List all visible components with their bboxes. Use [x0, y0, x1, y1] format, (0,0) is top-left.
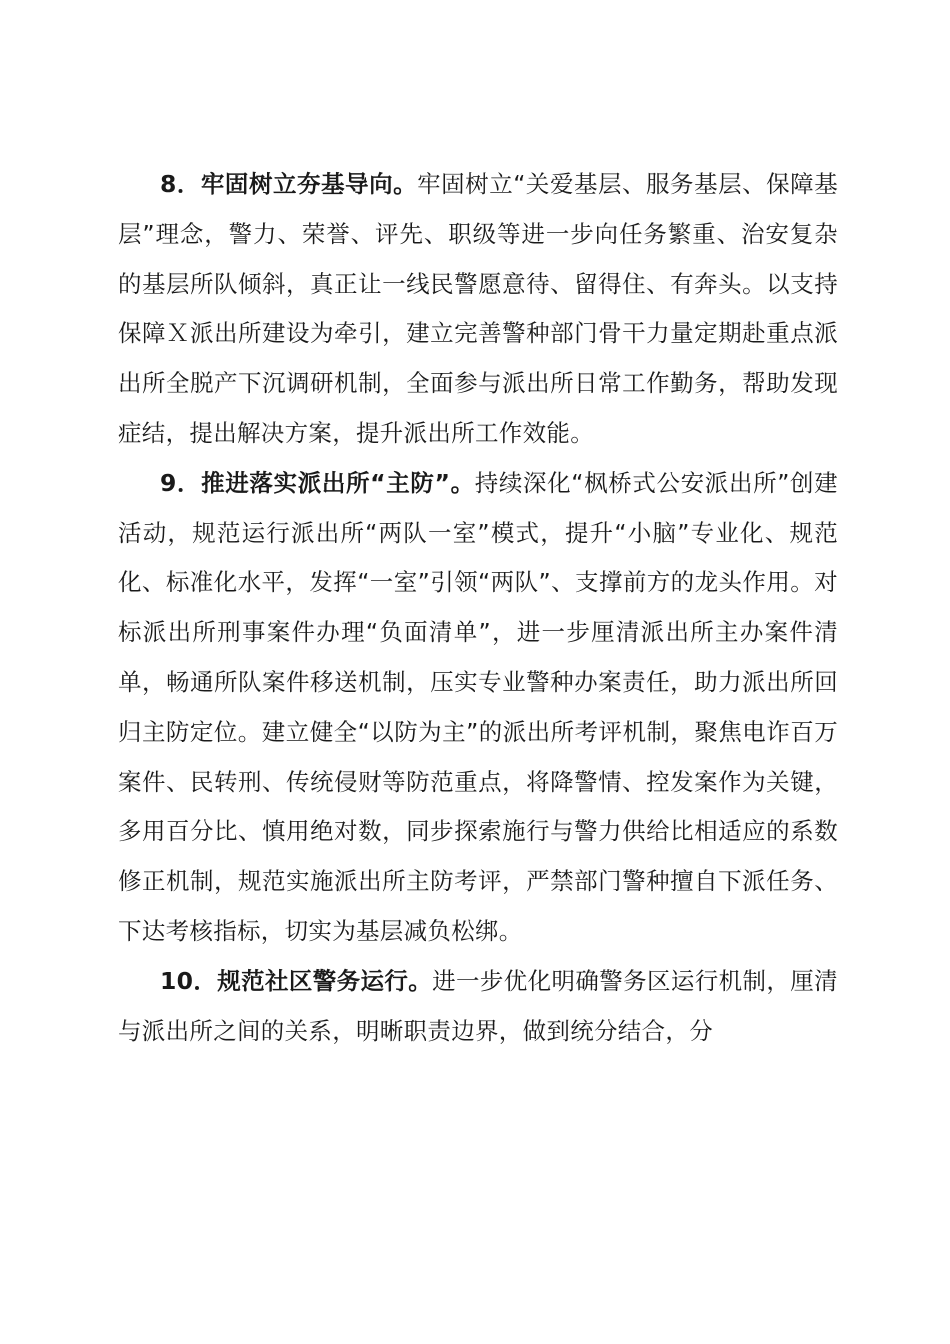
paragraph-text: 进一步优化明确警务区运行机制，厘清与派出所之间的关系，明晰职责边界，做到统分结合，分: [118, 966, 838, 1045]
paragraph-heading: 8．牢固树立夯基导向。: [160, 170, 418, 198]
paragraph-text: 持续深化“枫桥式公安派出所”创建活动，规范运行派出所“两队一室”模式，提升“小脑”专业化、规范化、标准化水平，发挥“一室”引领“两队”、支撑前方的龙头作用。对标派出所刑事案件办理“负面清单”，进一步厘清派出所主办案件清单，畅通所队案件移送机制，压实专业警种办案责任，助力派出所回归主防定位。建立健全“以防为主”的派出所考评机制，聚焦电诈百万案件、民转刑、传统侵财等防范重点，将降警情、控发案作为关键，多用百分比、慎用绝对数，同步探索施行与警力供给比相适应的系数修正机制，规范实施派出所主防考评，严禁部门警种擅自下派任务、下达考核指标，切实为基层减负松绑。: [118, 468, 838, 945]
paragraph-heading: 9．推进落实派出所“主防”。: [160, 468, 475, 497]
document-body: [118, 160, 838, 1056]
paragraph-8: [118, 160, 838, 459]
paragraph-heading: 10．规范社区警务运行。: [160, 966, 433, 995]
paragraph-text: 牢固树立“关爱基层、服务基层、保障基层”理念，警力、荣誉、评先、职级等进一步向任务繁重、治安复杂的基层所队倾斜，真正让一线民警愿意待、留得住、有奔头。以支持保障Ｘ派出所建设为牵引，建立完善警种部门骨干力量定期赴重点派出所全脱产下沉调研机制，全面参与派出所日常工作勤务，帮助发现症结，提出解决方案，提升派出所工作效能。: [118, 170, 839, 447]
paragraph-10: [118, 957, 838, 1057]
paragraph-9: [118, 459, 838, 957]
